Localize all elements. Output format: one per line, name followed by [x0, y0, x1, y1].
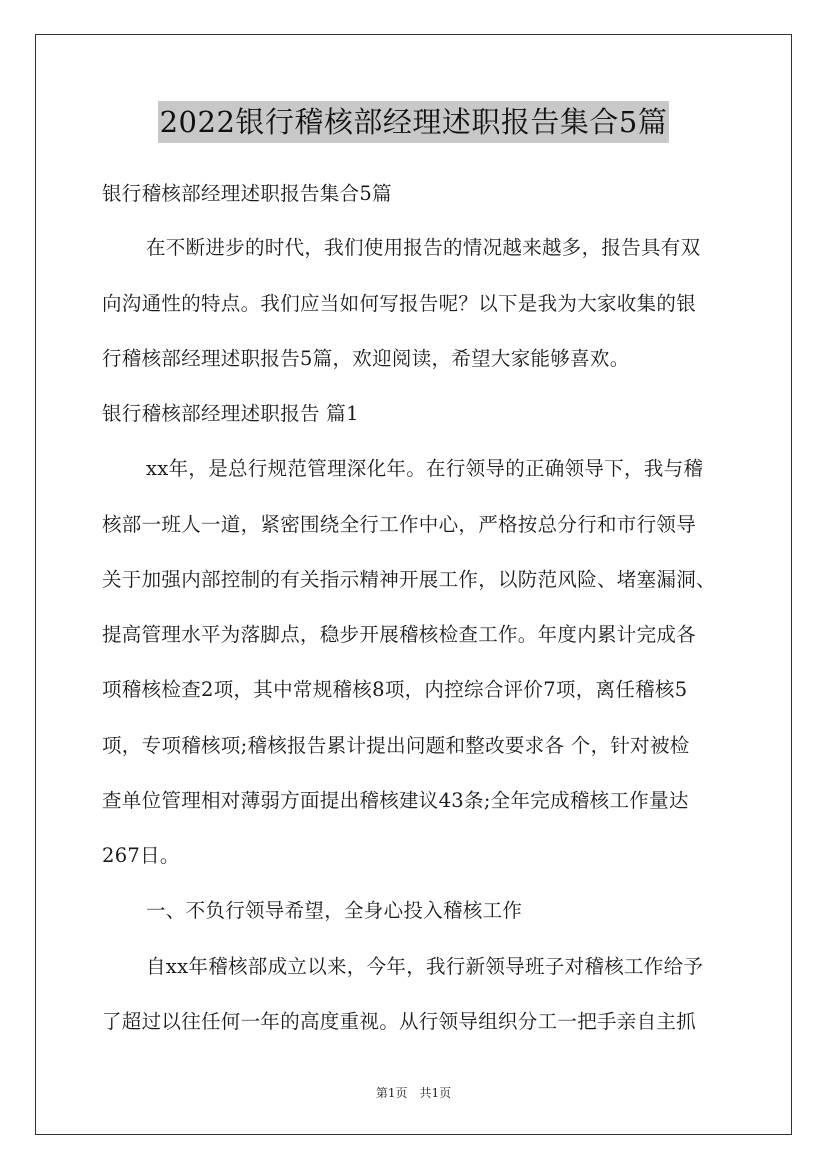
intro-line: 向沟通性的特点。我们应当如何写报告呢？以下是我为大家收集的银 [102, 292, 697, 315]
title-container [0, 101, 827, 143]
paragraph-line: 项稽核检查2项，其中常规稽核8项，内控综合评价7项，离任稽核5 [102, 678, 688, 701]
paragraph-line: 了超过以往任何一年的高度重视。从行领导组织分工一把手亲自主抓 [102, 1010, 697, 1033]
paragraph-line: 核部一班人一道，紧密围绕全行工作中心，严格按总分行和市行领导 [102, 513, 697, 536]
paragraph-line: 项，专项稽核项;稽核报告累计提出问题和整改要求各 个，针对被检 [102, 734, 690, 757]
paragraph-line: 关于加强内部控制的有关指示精神开展工作，以防范风险、堵塞漏洞、 [102, 568, 716, 591]
paragraph-line: 查单位管理相对薄弱方面提出稽核建议43条;全年完成稽核工作量达 [102, 789, 689, 812]
subheading: 一、不负行领导希望，全身心投入稽核工作 [146, 899, 523, 922]
paragraph-line: 267日。 [102, 844, 180, 867]
document-title: 2022银行稽核部经理述职报告集合5篇 [158, 101, 670, 143]
paragraph-line: 提高管理水平为落脚点，稳步开展稽核检查工作。年度内累计完成各 [102, 623, 697, 646]
paragraph-line: 自xx年稽核部成立以来，今年，我行新领导班子对稽核工作给予 [146, 955, 704, 978]
intro-line: 行稽核部经理述职报告5篇，欢迎阅读，希望大家能够喜欢。 [102, 347, 630, 370]
intro-line: 在不断进步的时代，我们使用报告的情况越来越多，报告具有双 [146, 236, 701, 259]
page-number: 第1页 共1页 [375, 1086, 452, 1100]
paragraph-line: xx年，是总行规范管理深化年。在行领导的正确领导下，我与稽 [146, 457, 704, 480]
section-heading: 银行稽核部经理述职报告 篇1 [102, 402, 359, 425]
document-subtitle: 银行稽核部经理述职报告集合5篇 [102, 182, 392, 205]
